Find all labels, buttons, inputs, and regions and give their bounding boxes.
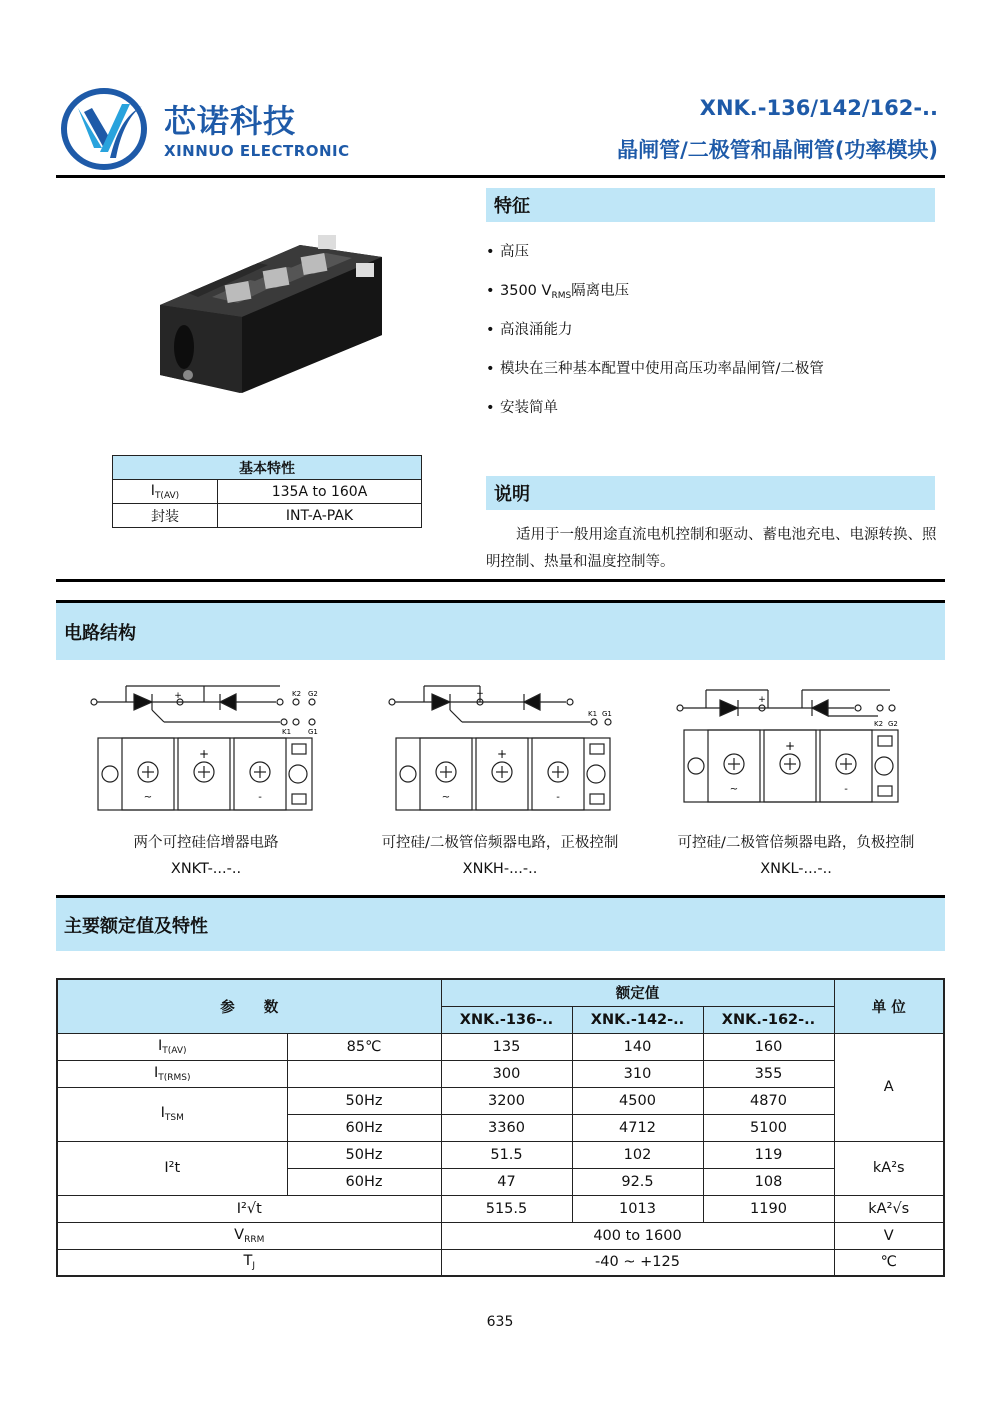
table-row: I²t 50Hz 51.5 102 119 kA²s (57, 1141, 944, 1168)
table-row: 60Hz 3360 4712 5100 (57, 1114, 944, 1141)
company-name-cn: 芯诺科技 (164, 102, 297, 140)
ratings-table (56, 978, 945, 1277)
svg-text:+: + (476, 689, 484, 699)
svg-text:K2: K2 (292, 690, 302, 698)
company-logo (58, 86, 358, 172)
feature-item: • 安装简单 (486, 400, 558, 416)
feature-item: • 3500 $V_{RMS}$隔离电压 (486, 283, 630, 301)
header-param: 参 数 (57, 979, 441, 1033)
header-model: XNK.-162-.. (703, 1006, 834, 1033)
header-subtitle: 晶闸管/二极管和晶闸管(功率模块) (617, 138, 938, 162)
table-row: $I_{T(AV)}$ 85℃ 135 140 160 A (57, 1033, 944, 1060)
svg-text:+: + (496, 747, 508, 761)
table-row: I²√t 515.5 1013 1190 kA²√s (57, 1195, 944, 1222)
ratings-section-title: 主要额定值及特性 (56, 898, 945, 951)
logo-emblem-icon (58, 86, 154, 172)
basic-characteristics-table (112, 455, 422, 528)
svg-text:G2: G2 (308, 690, 318, 698)
svg-text:-: - (844, 784, 848, 795)
header-model: XNK.-136/142/162-.. (699, 96, 938, 120)
svg-text:~: ~ (441, 792, 451, 803)
table-row: $I_{TSM}$ 50Hz 3200 4500 4870 (57, 1087, 944, 1114)
svg-text:G1: G1 (308, 728, 318, 736)
header-model: XNK.-136-.. (441, 1006, 572, 1033)
svg-text:G1: G1 (602, 710, 612, 718)
circuit-caption-xnkl: 可控硅/二极管倍频器电路，负极控制 XNKL-...-.. (677, 835, 915, 877)
svg-text:-: - (258, 792, 262, 803)
section-rule (56, 579, 945, 582)
header-rule (56, 175, 945, 178)
feature-item: • 高压 (486, 244, 529, 260)
feature-item: • 高浪涌能力 (486, 322, 573, 338)
features-list (486, 240, 946, 435)
table-row: $I_{T(AV)}$ 135A to 160A (113, 480, 422, 504)
header-rated: 额定值 (441, 979, 834, 1006)
circuit-caption-xnkh: 可控硅/二极管倍频器电路，正极控制 XNKH-...-.. (381, 835, 619, 877)
feature-item: • 模块在三种基本配置中使用高压功率晶闸管/二极管 (486, 361, 824, 377)
description-text: 适用于一般用途直流电机控制和驱动、蓄电池充电、电源转换、照明控制、热量和温度控制等。 (486, 527, 937, 570)
svg-text:+: + (784, 739, 796, 753)
basic-table-title: 基本特性 (113, 456, 422, 480)
header-unit: 单 位 (834, 979, 944, 1033)
table-row: $T_J$ -40 ~ +125 ℃ (57, 1249, 944, 1276)
table-row: 60Hz 47 92.5 108 (57, 1168, 944, 1195)
circuit-diagram-xnkl (672, 680, 912, 816)
svg-text:~: ~ (729, 784, 739, 795)
description-title: 说明 (486, 476, 935, 510)
company-name-en: XINNUO ELECTRONIC (164, 142, 350, 160)
table-row: $V_{RRM}$ 400 to 1600 V (57, 1222, 944, 1249)
svg-text:-: - (556, 792, 560, 803)
product-module-image (150, 225, 390, 395)
svg-text:K1: K1 (282, 728, 292, 736)
svg-text:G2: G2 (888, 720, 898, 728)
svg-text:~: ~ (143, 792, 153, 803)
circuit-caption-xnkt: 两个可控硅倍增器电路 XNKT-...-.. (133, 835, 279, 877)
svg-text:+: + (758, 695, 766, 705)
features-title: 特征 (486, 188, 935, 222)
circuit-section-title: 电路结构 (56, 603, 945, 660)
circuit-diagram-xnkh (384, 680, 624, 816)
header-model: XNK.-142-.. (572, 1006, 703, 1033)
svg-text:K1: K1 (588, 710, 598, 718)
table-row: $I_{T(RMS)}$ 300 310 355 (57, 1060, 944, 1087)
circuit-diagram-xnkt (86, 680, 326, 816)
table-row: 封装 INT-A-PAK (113, 504, 422, 528)
svg-text:K2: K2 (874, 720, 884, 728)
svg-text:+: + (174, 691, 182, 701)
svg-text:+: + (198, 747, 210, 761)
page-number: 635 (486, 1314, 514, 1330)
